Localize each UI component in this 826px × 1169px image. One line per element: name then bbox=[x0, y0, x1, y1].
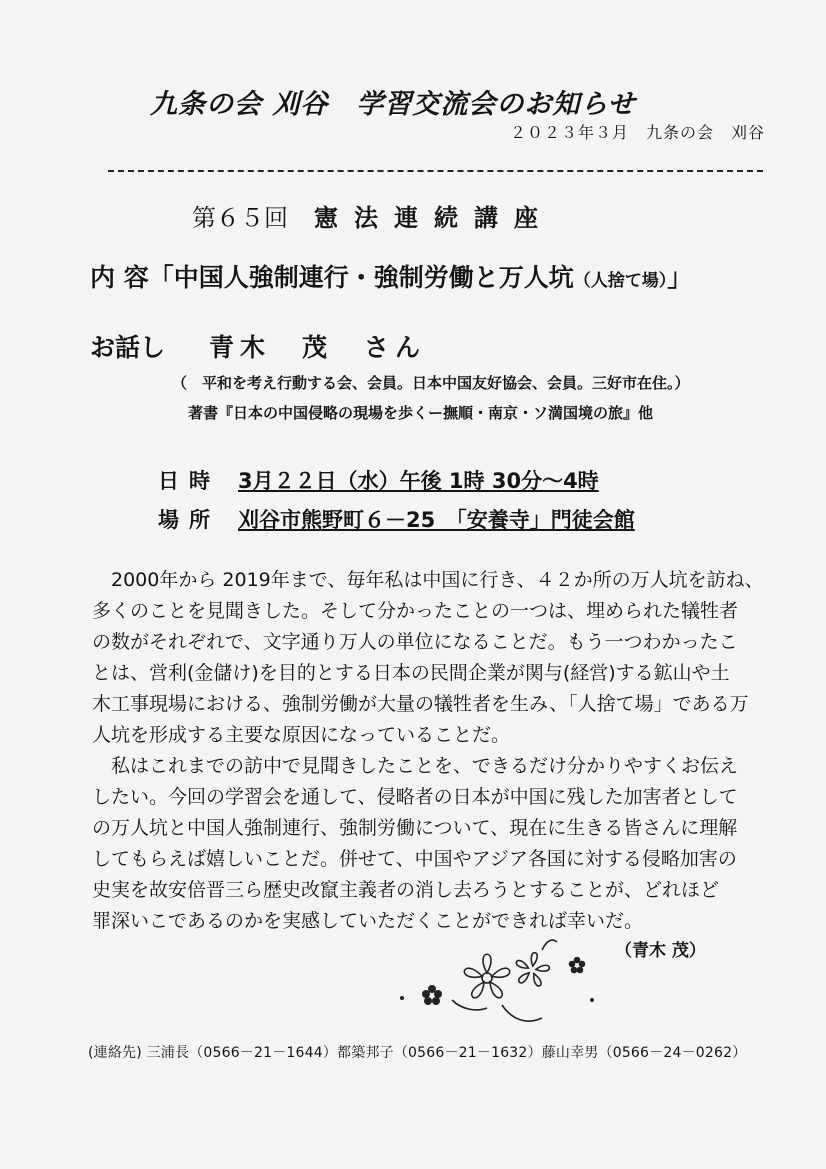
cherry-blossom-icon bbox=[392, 930, 602, 1035]
page-title: 九条の会 刈谷 学習交流会のお知らせ bbox=[150, 89, 636, 120]
body-line: 私はこれまでの訪中で見聞きしたことを、できるだけ分かりやすくお伝え bbox=[92, 755, 739, 777]
schedule-when bbox=[158, 465, 599, 495]
body-line: 人坑を形成する主要な原因になっていることだ。 bbox=[92, 724, 511, 746]
content-topic: 「中国人強制連行・強制労働と万人坑 bbox=[148, 263, 574, 292]
speaker-label: お話し bbox=[90, 333, 166, 362]
speaker-affiliation: （ 平和を考え行動する会、会員。日本中国友好協会、会員。三好市在住。） bbox=[172, 374, 690, 392]
where-label: 場所 bbox=[158, 508, 220, 532]
body-line: の万人坑と中国人強制連行、強制労働について、現在に生きる皆さんに理解 bbox=[92, 817, 738, 839]
speaker-books: 著書『日本の中国侵略の現場を歩くー撫順・南京・ソ満国境の旅』他 bbox=[188, 404, 654, 422]
body-line: 多くのことを見聞きした。そして分かったことの一つは、埋められた犠牲者 bbox=[92, 600, 739, 622]
divider bbox=[108, 170, 763, 172]
body-line: してもらえば嬉しいことだ。併せて、中国やアジア各国に対する侵略加害の bbox=[92, 848, 737, 870]
content-label: 内 容 bbox=[90, 263, 149, 292]
lecture-heading bbox=[192, 198, 554, 233]
signature: （青木 茂） bbox=[615, 941, 706, 961]
body-line: したい。今回の学習会を通して、侵略者の日本が中国に残した加害者として bbox=[92, 786, 738, 808]
speaker-name: 青木 茂 さん bbox=[209, 333, 427, 362]
when-value: 3月２２日（水）午後 1時 30分～4時 bbox=[238, 469, 599, 493]
body-line: とは、営利(金儲け)を目的とする日本の民間企業が関与(経営)する鉱山や土 bbox=[92, 662, 730, 684]
dateline: ２０２３年３月 九条の会 刈谷 bbox=[510, 123, 766, 142]
body-line: 2000年から 2019年まで、毎年私は中国に行き、４２か所の万人坑を訪ね、 bbox=[92, 569, 764, 591]
contact-info: (連絡先) 三浦長（0566－21－1644）都築邦子（0566－21－1632）藤山幸男（0566－24－0262） bbox=[88, 1045, 747, 1061]
body-text bbox=[92, 565, 772, 937]
content-line bbox=[90, 258, 692, 294]
lecture-title: 憲法連続講座 bbox=[314, 203, 554, 232]
lecture-number: 第６５回 bbox=[192, 204, 288, 232]
schedule-where bbox=[158, 504, 635, 534]
speaker-line bbox=[90, 328, 426, 364]
body-line: 罪深いこであるのかを実感していただくことができれば幸いだ。 bbox=[92, 910, 644, 932]
where-value: 刈谷市熊野町６－25 「安養寺」門徒会館 bbox=[238, 508, 635, 532]
content-topic-small: （人捨て場） bbox=[573, 271, 668, 291]
body-line: 史実を故安倍晋三ら歴史改竄主義者の消し去ろうとすることが、どれほど bbox=[92, 879, 720, 901]
body-line: 木工事現場における、強制労働が大量の犠牲者を生み、「人捨て場」である万 bbox=[92, 693, 749, 715]
content-topic-end: 」 bbox=[667, 263, 693, 292]
body-line: の数がそれぞれで、文字通り万人の単位になることだ。もう一つわかったこ bbox=[92, 631, 738, 653]
when-label: 日時 bbox=[158, 469, 220, 493]
